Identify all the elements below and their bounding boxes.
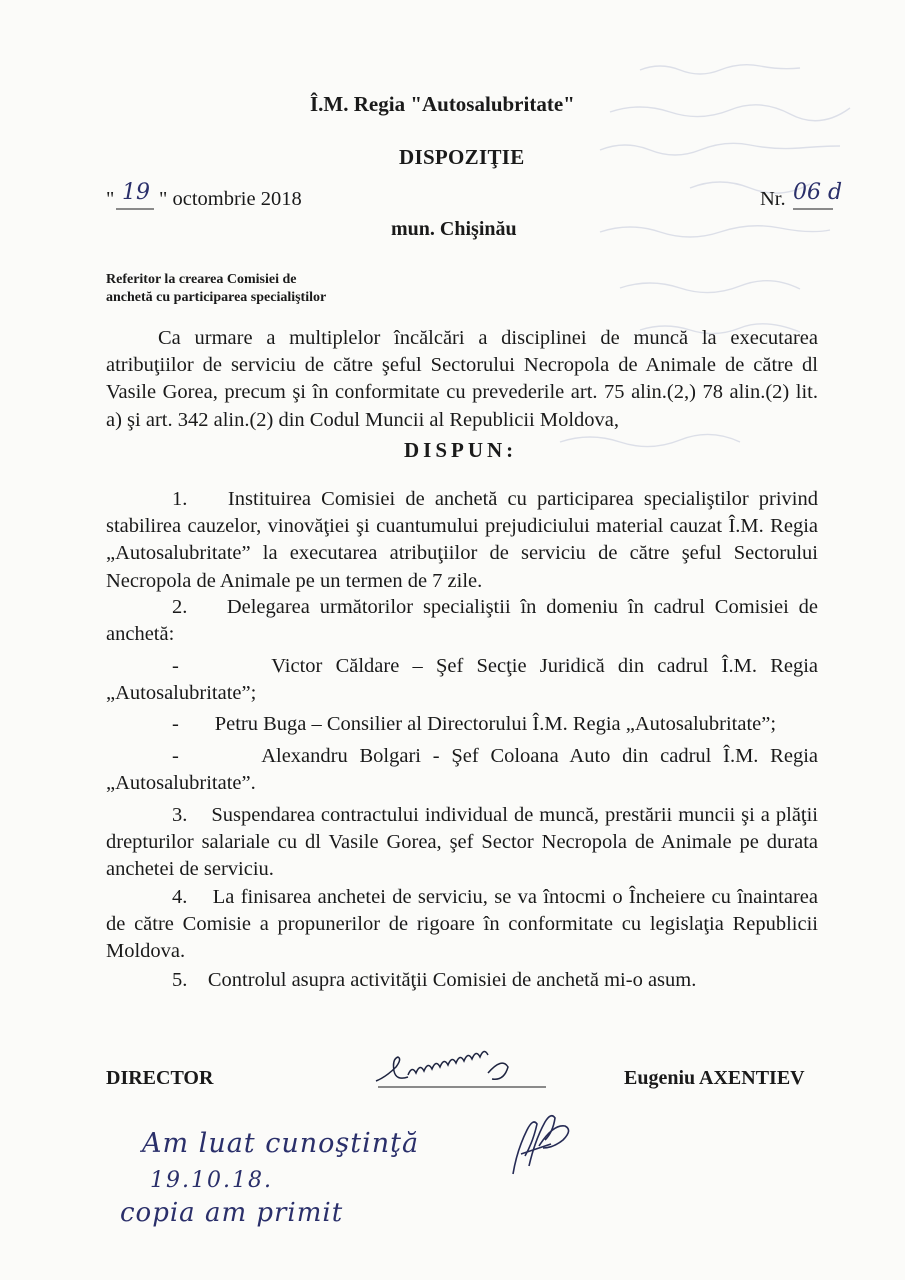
organization-title: Î.M. Regia "Autosalubritate" [310, 92, 575, 116]
delegate-1 [106, 653, 818, 707]
item-5-text: Controlul asupra activităţii Comisiei de anchetă mi-o asum. [207, 969, 697, 991]
delegate-2-dash: - [172, 713, 179, 735]
item-4-number: 4. [172, 886, 188, 908]
date-day-handwritten: 19 [122, 180, 150, 205]
handwritten-note-line-3: copia am primit [120, 1198, 344, 1228]
number-handwritten: 06 d [793, 180, 843, 205]
number-label: Nr. [760, 188, 786, 210]
delegate-1-dash: - [172, 655, 179, 677]
item-4-text: La finisarea anchetei de serviciu, se va întocmi o Încheiere cu înaintarea de către Comisie a propunerilor de rigoare în conformitate cu legislaţia Republicii Moldova. [106, 886, 818, 963]
item-4 [106, 884, 818, 966]
subject-line-2: anchetă cu participarea specialiştilor [106, 290, 327, 305]
director-signature [368, 1045, 558, 1095]
handwritten-note-line-1: Am luat cunoştinţă [142, 1128, 420, 1159]
item-2 [106, 594, 818, 648]
item-1 [106, 486, 818, 595]
delegate-1-text: Victor Căldare – Şef Secţie Juridică din cadrul Î.M. Regia „Autosalubritate”; [106, 655, 819, 705]
handwritten-initials-signature [505, 1110, 575, 1180]
number-underline [793, 207, 835, 213]
date-open-quote: " [106, 188, 115, 210]
city-line: mun. Chişinău [391, 218, 517, 240]
delegate-3-dash: - [172, 745, 179, 767]
item-1-number: 1. [172, 488, 188, 510]
date-day-underline [116, 207, 156, 213]
intro-paragraph: Ca urmare a multiplelor încălcări a disciplinei de muncă la executarea atribuţiilor de serviciu de către şeful Sectorului Necropola de Animale de către dl Vasile Gorea, precum şi în conformitate cu prevederile art. 75 alin.(2,) 78 alin.(2) lit. a) şi art. 342 alin.(2) din Codul Muncii al Republicii Moldova, [106, 327, 818, 431]
item-3-text: Suspendarea contractului individual de muncă, prestării muncii şi a plăţii drepturilor salariale cu dl Vasile Gorea, şef Sector Necropola de Animale pe durata anchetei de serviciu. [106, 804, 819, 881]
item-3 [106, 802, 818, 884]
director-name: Eugeniu AXENTIEV [624, 1067, 805, 1089]
item-2-number: 2. [172, 596, 188, 618]
date-text: " octombrie 2018 [159, 188, 302, 210]
document-type-title: DISPOZIŢIE [399, 145, 525, 169]
handwritten-note-date: 19.10.18. [150, 1168, 273, 1193]
item-5 [106, 967, 818, 994]
dispun-heading: DISPUN: [404, 438, 518, 462]
item-5-number: 5. [172, 969, 188, 991]
director-label: DIRECTOR [106, 1067, 214, 1089]
subject-line-1: Referitor la crearea Comisiei de [106, 272, 297, 287]
item-3-number: 3. [172, 804, 188, 826]
delegate-3-text: Alexandru Bolgari - Şef Coloana Auto din cadrul Î.M. Regia „Autosalubritate”. [106, 745, 819, 795]
delegate-3 [106, 743, 818, 797]
delegate-2 [106, 711, 818, 738]
delegate-2-text: Petru Buga – Consilier al Directorului Î.M. Regia „Autosalubritate”; [214, 713, 777, 735]
item-2-text: Delegarea următorilor specialiştii în domeniu în cadrul Comisiei de anchetă: [106, 596, 819, 646]
item-1-text: Instituirea Comisiei de anchetă cu participarea specialiştilor privind stabilirea cauzelor, vinovăţiei şi cuantumului prejudiciului material cauzat Î.M. Regia „Autosalubritate” la executarea atribuţiilor de serviciu de către şeful Sectorului Necropola de Animale pe un termen de 7 zile. [106, 488, 819, 592]
